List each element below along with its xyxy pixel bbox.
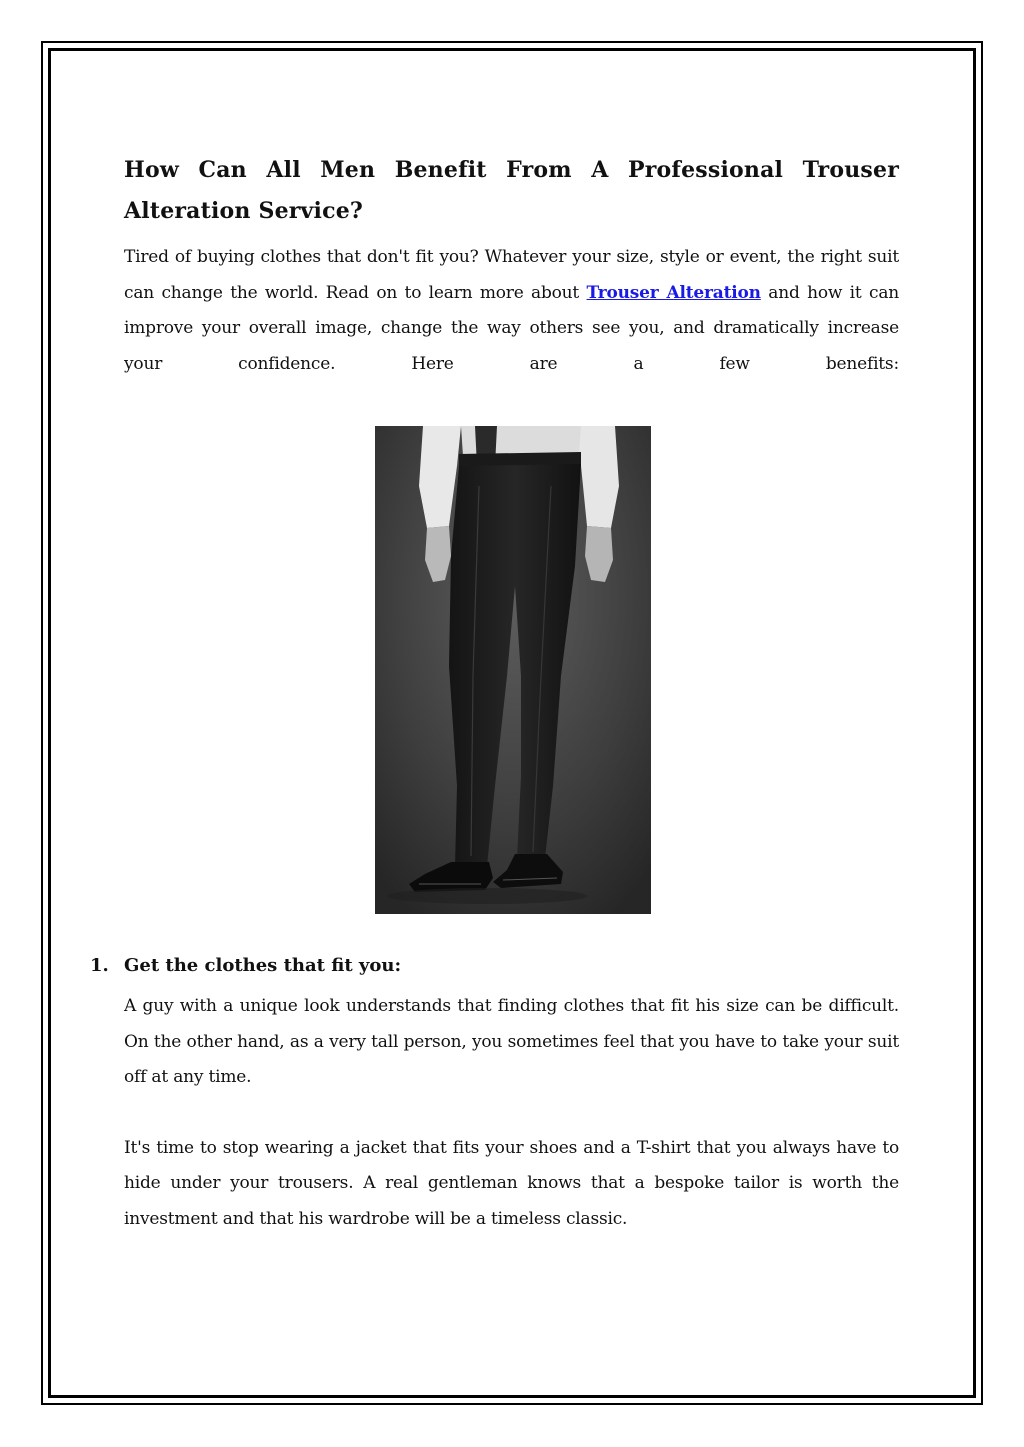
section-1-heading (90, 948, 401, 984)
section-1-paragraph-1: A guy with a unique look understands that finding clothes that fit his size can be difficult. On the other hand, as a very tall person, you sometimes feel that you have to take your suit off at any time. (124, 996, 899, 1087)
trouser-alteration-link[interactable]: Trouser Alteration (586, 282, 761, 303)
intro-paragraph (124, 240, 899, 382)
section-1-paragraph-2: It's time to stop wearing a jacket that fits your shoes and a T-shirt that you always have to hide under your trousers. A real gentleman knows that a bespoke tailor is worth the investment and that his wardrobe will be a timeless classic. (124, 1137, 899, 1229)
article-header (124, 150, 899, 382)
section-1-number: 1. (90, 955, 109, 976)
article-title: How Can All Men Benefit From A Professional Trouser Alteration Service? (124, 157, 899, 224)
section-1-body (124, 989, 899, 1237)
intro-text-before: Tired of buying clothes that don't fit you? Whatever your size, style or event, the right suit can change the world. Read on to learn more about (124, 247, 899, 303)
trousers-photo (375, 426, 651, 914)
intro-text-after: and how it can improve your overall image, change the way others see you, and dramatically increase your confidence. Here are a few benefits: (124, 282, 899, 374)
section-1-heading-text: Get the clothes that fit you: (124, 955, 402, 976)
